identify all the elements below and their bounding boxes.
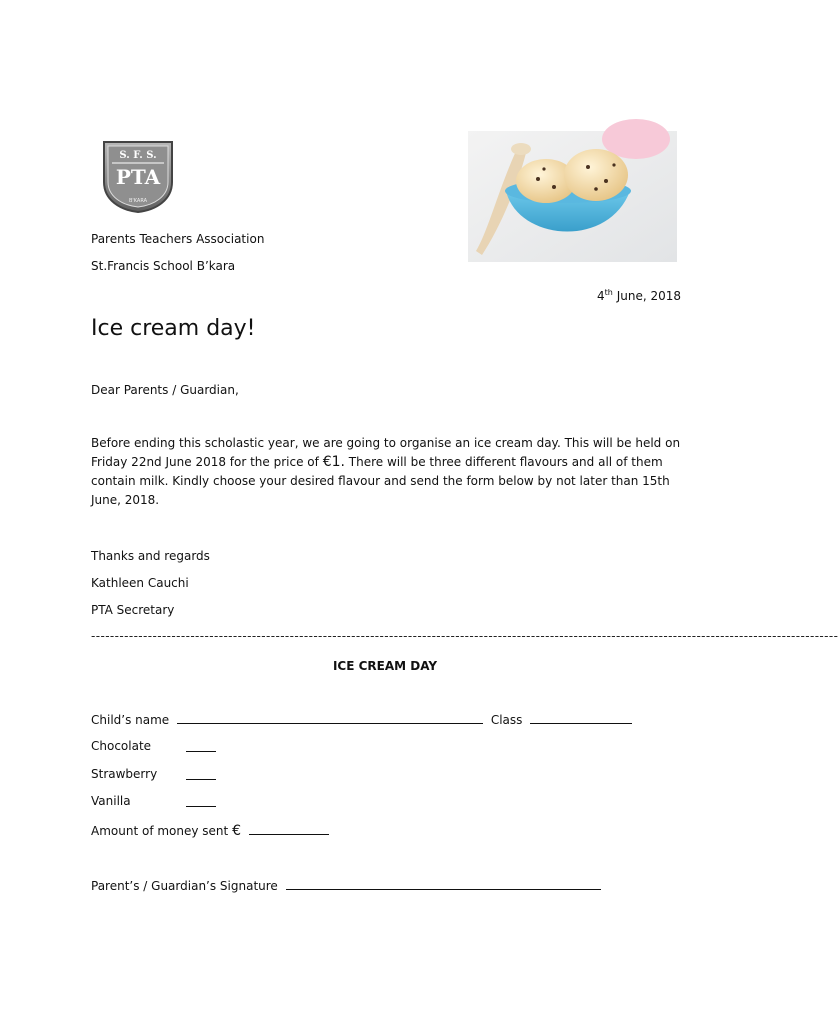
flavour-field-strawberry[interactable] <box>186 766 216 780</box>
flavour-label-strawberry: Strawberry <box>91 767 158 781</box>
org-name: Parents Teachers Association <box>91 232 265 246</box>
class-label: Class <box>490 713 523 727</box>
logo-text-bottom: B'KARA <box>128 198 148 204</box>
signature-field[interactable] <box>286 876 601 890</box>
letter-title: Ice cream day! <box>91 316 256 341</box>
letter-date <box>597 284 681 305</box>
signatory-title: PTA Secretary <box>91 603 175 617</box>
money-field[interactable] <box>249 821 329 835</box>
letter-body <box>91 434 683 510</box>
date-rest: June, 2018 <box>612 289 681 303</box>
signatory-name: Kathleen Cauchi <box>91 576 189 590</box>
signature-label: Parent’s / Guardian’s Signature <box>91 879 278 893</box>
money-label: Amount of money sent <box>91 824 229 838</box>
child-name-row <box>91 710 632 729</box>
flavour-label-chocolate: Chocolate <box>91 739 152 753</box>
form-title: ICE CREAM DAY <box>332 659 438 673</box>
body-text-2: There will be three different flavours and all of them contain milk. Kindly choose your desired flavour and send the form below by not later than 15th June, 2018. <box>91 455 670 507</box>
child-name-field[interactable] <box>177 710 483 724</box>
logo-text-top: S. F. S. <box>119 150 157 161</box>
class-field[interactable] <box>530 710 632 724</box>
flavour-field-vanilla[interactable] <box>186 793 216 807</box>
price: €1. <box>322 454 345 470</box>
pta-logo <box>100 138 176 214</box>
ice-cream-photo <box>468 131 677 262</box>
cut-line: -------------------------------------------------------------------------------------------------------------------------------------------------------------- <box>91 629 838 643</box>
money-row <box>91 821 329 840</box>
closing: Thanks and regards <box>91 549 210 563</box>
date-day: 4 <box>597 289 605 303</box>
signature-row <box>91 876 601 895</box>
flavour-label-vanilla: Vanilla <box>91 794 131 808</box>
school-name: St.Francis School B’kara <box>91 259 236 273</box>
logo-text-main: PTA <box>115 165 161 189</box>
salutation: Dear Parents / Guardian, <box>91 383 239 397</box>
date-suffix: th <box>604 288 613 297</box>
body-text-1: Before ending this scholastic year, we are going to organise an ice cream day. This will be held on Friday 22nd June 2018 for the price of <box>91 436 681 469</box>
euro-symbol: € <box>232 823 241 839</box>
flavour-field-chocolate[interactable] <box>186 738 216 752</box>
child-name-label: Child’s name <box>91 713 170 727</box>
